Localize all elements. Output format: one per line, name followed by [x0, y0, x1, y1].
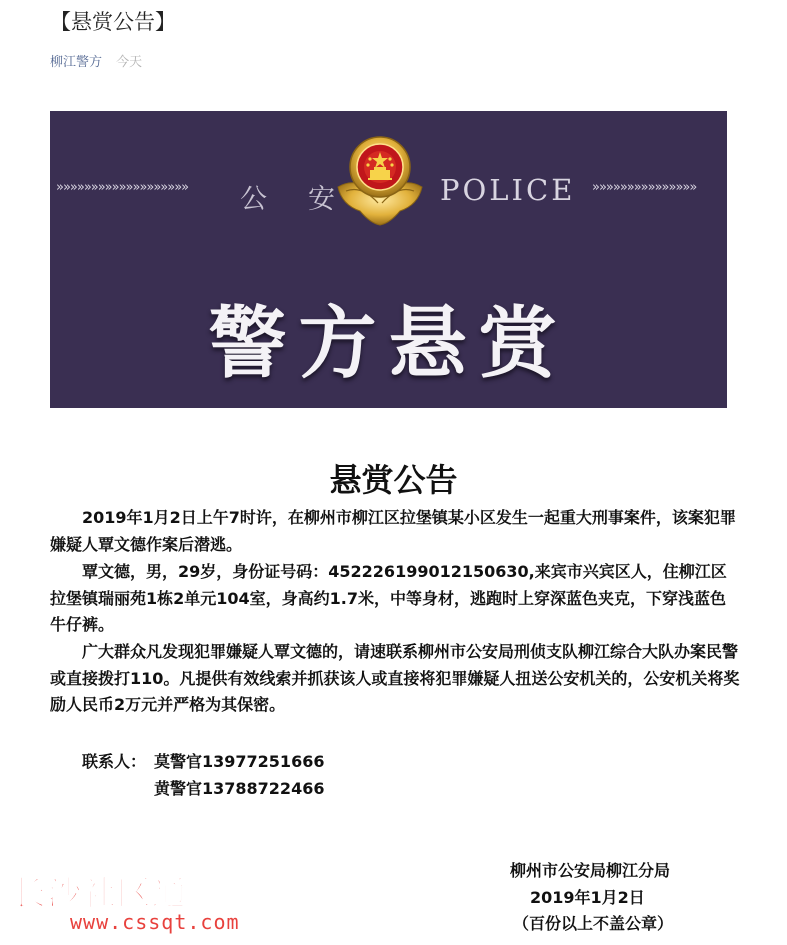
banner-label-an: 安 [308, 184, 337, 215]
banner-headline: 警方悬赏 [208, 299, 569, 389]
article-title: 【悬赏公告】 [50, 10, 176, 34]
chevron-decoration-right: »»»»»»»»»»»»»»» [592, 180, 697, 195]
signature-note: （百份以上不盖公章） [513, 914, 674, 933]
contact-mo: 莫警官13977251666 [154, 752, 325, 771]
signature-org: 柳州市公安局柳江分局 [510, 861, 671, 880]
contact-huang: 黄警官13788722466 [154, 779, 325, 798]
paragraph-text: 覃文德，男，29岁，身份证号码：452226199012150630,来宾市兴宾区人，住柳江区拉堡镇瑞丽苑1栋2单元104室，身高约1.7米，中等身材，逃跑时上穿深蓝色夹克，下穿浅蓝色牛仔裤。 [50, 562, 727, 634]
publish-date: 今天 [116, 55, 143, 70]
paragraph-text: 广大群众凡发现犯罪嫌疑人覃文德的，请速联系柳州市公安局刑侦支队柳江综合大队办案民警或直接拨打110。凡提供有效线索并抓获该人或直接将犯罪嫌疑人扭送公安机关的，公安机关将奖励人民币2万元并严格为其保密。 [50, 642, 740, 714]
police-emblem-icon [328, 125, 432, 230]
watermark-site-name: 长沙社区通 [12, 874, 187, 914]
notice-paragraph [50, 505, 740, 558]
article-meta [50, 51, 142, 70]
signature-date: 2019年1月2日 [530, 888, 645, 907]
notice-title: 悬赏公告 [329, 461, 458, 499]
contact-label: 联系人： [82, 752, 147, 771]
watermark-url: www.cssqt.com [70, 910, 240, 934]
notice-paragraph [50, 559, 740, 639]
police-banner [50, 111, 727, 408]
author-link[interactable]: 柳江警方 [50, 55, 103, 70]
banner-label-gong: 公 [240, 184, 269, 215]
banner-label-police: POLICE [440, 173, 576, 207]
chevron-decoration-left: »»»»»»»»»»»»»»»»»»» [56, 180, 189, 195]
notice-paragraph [50, 639, 740, 719]
paragraph-text: 2019年1月2日上午7时许，在柳州市柳江区拉堡镇某小区发生一起重大刑事案件，该案犯罪嫌疑人覃文德作案后潜逃。 [50, 508, 736, 554]
